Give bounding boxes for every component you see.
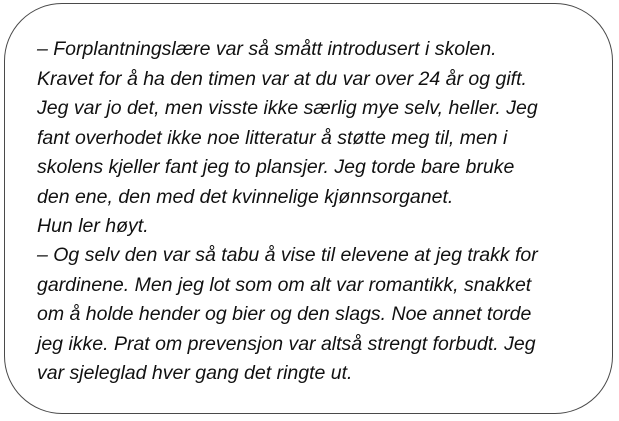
quote-line-12: var sjeleglad hver gang det ringte ut. [37,362,353,384]
quote-line-1: – Forplantningslære var så smått introdusert i skolen. [37,38,497,60]
quote-line-3: Jeg var jo det, men visste ikke særlig mye selv, heller. Jeg [37,97,538,119]
quote-line-2: Kravet for å ha den timen var at du var over 24 år og gift. [37,68,527,90]
quote-line-7: Hun ler høyt. [37,215,149,237]
quote-line-8: – Og selv den var så tabu å vise til elevene at jeg trakk for [37,244,538,266]
quote-line-6: den ene, den med det kvinnelige kjønnsorganet. [37,186,454,208]
quote-line-9: gardinene. Men jeg lot som om alt var romantikk, snakket [37,274,532,296]
quote-line-5: skolens kjeller fant jeg to plansjer. Jeg torde bare bruke [37,156,515,178]
quote-box [4,3,613,414]
quote-line-11: jeg ikke. Prat om prevensjon var altså strengt forbudt. Jeg [37,333,536,355]
quote-line-4: fant overhodet ikke noe litteratur å støtte meg til, men i [37,127,508,149]
quote-line-10: om å holde hender og bier og den slags. Noe annet torde [37,303,532,325]
